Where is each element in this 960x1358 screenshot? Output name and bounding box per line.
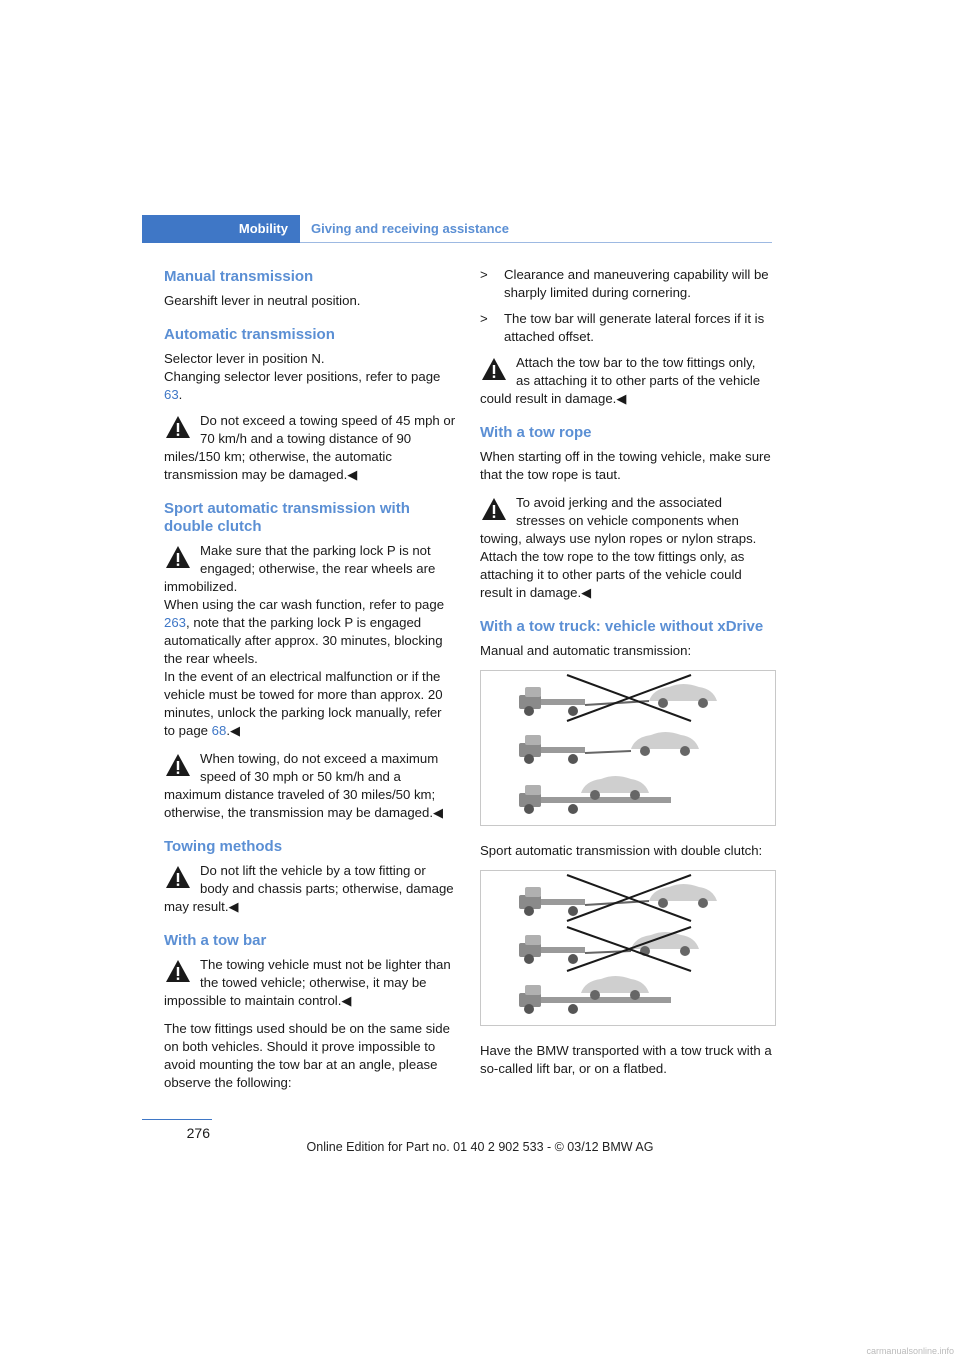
edition-line: Online Edition for Part no. 01 40 2 902 533 - © 03/12 BMW AG	[306, 1140, 654, 1154]
left-column	[164, 266, 456, 1102]
warning-icon	[480, 496, 508, 522]
warning-towing-methods: Do not lift the vehicle by a tow fitting or body and chassis parts; otherwise, damage may result.◀	[164, 863, 454, 914]
page-number: 276	[186, 1125, 210, 1141]
warning-icon	[164, 414, 192, 440]
bullet-mark: >	[480, 311, 488, 326]
page-link-68[interactable]: 68	[211, 723, 227, 738]
towing-illustration-sport-automatic	[480, 870, 776, 1026]
towing-illustration-manual-automatic	[480, 670, 776, 826]
watermark: carmanualsonline.info	[866, 1346, 954, 1356]
warning-icon	[480, 356, 508, 382]
page-link-63[interactable]: 63	[164, 387, 179, 402]
heading-manual-transmission: Manual transmission	[164, 268, 314, 285]
warning-icon	[164, 958, 192, 984]
warning-automatic: Do not exceed a towing speed of 45 mph or 70 km/h and a towing distance of 90 miles/150 km; otherwise, the automatic transmission may be damaged.◀	[164, 413, 456, 482]
warning-icon	[164, 752, 192, 778]
bullet-item: > Clearance and maneuvering capability will be sharply limited during cornering.	[480, 267, 769, 300]
warning-sport-2: When towing, do not exceed a maximum speed of 30 mph or 50 km/h and a maximum distance traveled of 30 miles/50 km; otherwise, the transmission may be damaged.◀	[164, 751, 444, 820]
warning-icon	[164, 544, 192, 570]
warning-tow-bar-fittings: Attach the tow bar to the tow fittings only, as attaching it to other parts of the vehicle could result in damage.◀	[480, 355, 761, 406]
heading-tow-truck: With a tow truck: vehicle without xDrive	[480, 618, 764, 635]
tow-truck-text: Have the BMW transported with a tow truck with a so-called lift bar, or on a flatbed.	[480, 1043, 772, 1076]
right-column	[480, 266, 772, 1088]
heading-sport-automatic: Sport automatic transmission with double clutch	[164, 500, 410, 535]
heading-tow-bar: With a tow bar	[164, 932, 267, 949]
header-section: Mobility	[238, 221, 288, 236]
automatic-text: Selector lever in position N. Changing selector lever positions, refer to page 63.	[164, 351, 441, 402]
bullet-item: > The tow bar will generate lateral forces if it is attached offset.	[480, 311, 765, 344]
bullet-mark: >	[480, 267, 488, 282]
heading-automatic-transmission: Automatic transmission	[164, 326, 335, 343]
caption-manual-automatic: Manual and automatic transmission:	[480, 643, 692, 658]
tow-rope-text: When starting off in the towing vehicle, make sure that the tow rope is taut.	[480, 449, 771, 482]
warning-tow-bar: The towing vehicle must not be lighter than the towed vehicle; otherwise, it may be impossible to maintain control.◀	[164, 957, 451, 1008]
header-chapter: Giving and receiving assistance	[311, 221, 509, 236]
caption-sport-automatic: Sport automatic transmission with double clutch:	[480, 843, 763, 858]
page-link-263[interactable]: 263	[164, 615, 187, 630]
manual-text: Gearshift lever in neutral position.	[164, 293, 361, 308]
heading-towing-methods: Towing methods	[164, 838, 283, 855]
heading-tow-rope: With a tow rope	[480, 424, 592, 441]
footer-rule	[142, 1119, 212, 1120]
header-rule	[300, 242, 772, 243]
warning-tow-rope: To avoid jerking and the associated stresses on vehicle components when towing, always use nylon ropes or nylon straps. Attach the tow rope to the tow fittings only, as attaching it to other parts of the vehicle could result in damage.◀	[480, 495, 757, 600]
warning-sport-1: Make sure that the parking lock P is not engaged; otherwise, the rear wheels are immobilized. When using the car wash function, refer to page 263, note that the parking lock P is engaged automatically after approx. 30 minutes, blocking the rear wheels. In the event of an electrical malfunction or if the vehicle must be towed for more than approx. 20 minutes, unlock the parking lock manually, refer to page 68.◀	[164, 543, 445, 738]
warning-icon	[164, 864, 192, 890]
tow-bar-text: The tow fittings used should be on the same side on both vehicles. Should it prove impossible to avoid mounting the tow bar at an angle, please observe the following:	[164, 1021, 450, 1090]
